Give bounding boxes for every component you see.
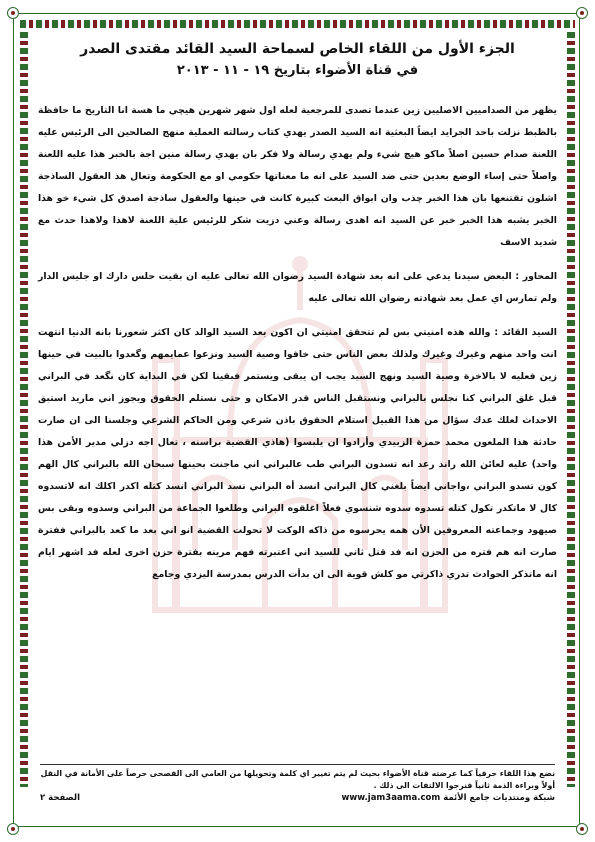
- title-line-1: الجزء الأول من اللقاء الخاص لسماحة السيد القائد مقتدى الصدر: [80, 41, 515, 57]
- corner-ornament-icon: [576, 7, 588, 19]
- paragraph-text: البعض سيدنا يدعي على انه بعد شهادة السيد رضوان الله تعالى عليه ان بقيت حلس دارك او جليس الدار ولم تمارس اي عمل بعد شهادته رضوان الله تعالى عليه: [38, 271, 557, 304]
- paragraph-text: يظهر من الصداميين الاصليين زين عندما تصدى للمرجعية لعله اول شهر شهرين هيچي ما هسة انا التاريخ ما حافظة بالظبط نزلت باحد الجرايد ايضاً البعثية انه السيد الصدر يهدي كتاب رسالته العملية منهج الصالحين الى الرئيس عليه اللعنة صدام حسين اصلاً ماكو هيچ شيء ولم يهدي رسالة ولا فكر بان يهدي رسالة منين اجة بالخبر هذا عليه اللعنة واصلاً حتى إساء الوضع بعدين حتى ضد السيد على انه ما معناتها حكومي او مع الحكومة وتعال هذ العقول الساذجة اشلون تقتنعها بان هذا الخبر چذب وان ابواق البعث كبيرة كانت في حينها والعقول ساذجة اصدق كل شيء خو هذا الخبر يشبه هذا الخبر خبر عن السيد انه اهدى رسالة وعني دزيت شكر للرئيس علية اللعنة لاهذا ولاهذا حدث مع شديد الاسف: [38, 105, 557, 248]
- footer-row: [40, 793, 555, 803]
- paragraph-text: والله هذه امنيتي بس لم تتحقق امنيتي ان اكون بعد السيد الوالد كان اكثر شعورنا بانه الدنيا انتهت انت واحد منهم وغيرك وغيرك ولذلك بعض الناس حتى خافوا وصية السيد ونزعوا عمايمهم وگعدوا بالبيت في حينها زين فعليه لا بالاخرة وصية السيد ونهج السيد يجب ان يبقى ويستمر فبقينا لكن في البداية كان نگعد في البراني قبل غلق البراني كنا نجلس بالبراني ونستقبل الناس قدر الامكان و حتى نستلم الحقوق ويجوز اني ماريد استبق الاحداث لعلك عدك سؤال من هذا القبيل استلام الحقوق باذن شرعي ومن الحاكم الشرعي وجلسنا الى ان صارت حادثة هذا الملعون محمد حمزة الزبيدي وأرادوا ان يلبسوا (هاذي القضية براسنه ، تعال اجه دزلي مدير الأمن هذا واحد) عليه لعائن الله راند رعد انه تسدون البراني طب عالبراني اني ماجنت بحينها سبحان الله بالبراني كال الهم كون تسدو البراني ،واجاني ايضاً بلغني كال البراني انسد أه البراني نسد البراني انسد كتله اكدر اكلك انه لاتسدوه كال لا ماتكدر تكول كتله تسدوه سدوه شنسوي فعلاً اغلقوه البراني وطلعوا الجماعة من البراني وسدوه وبقى بس صيهود وجماعته المعروفين الأن همه يحرسوه من ذاكه الوكت لا تحولت القضية انو اني بعد ما كعد بالبراني ففترة صارت انه هم فتره من الحزن انه فد قتل ثاني للسيد اني اعتبرته فهم مرينه بفترة حزن اخرى لعله فد اشهر ايام انه ماتذكر الحوادث تدري ذاكرتي مو كلش قوية الى ان بدأت الدرس بمدرسة اليزدي وجامع: [38, 327, 557, 580]
- footer-site[interactable]: شبكة ومنتديات جامع الأئمة www.jam3aama.com: [341, 793, 555, 803]
- paragraph-2: [38, 266, 557, 310]
- footer-divider: [40, 764, 555, 765]
- corner-ornament-icon: [7, 7, 19, 19]
- page-title: [30, 38, 565, 82]
- footer-note: نضع هذا اللقاء حرفياً كما عرضته قناة الأضواء بحيث لم يتم تغيير اي كلمة وتحويلها من العامي الى الفصحى حرصاً على الأمانة في النقل أولاً وبراءة الذمة ثانياً فنرجوا الالتفات الى ذلك .: [40, 769, 555, 790]
- title-line-2: في قناة الأضواء بتاريخ ١٩ - ١١ - ٢٠١٣: [176, 63, 419, 78]
- top-ornament-band: [20, 20, 575, 28]
- left-ornament-band: [20, 32, 28, 787]
- paragraph-3: [38, 322, 557, 586]
- page-number: الصفحة ٢: [40, 793, 81, 803]
- corner-ornament-icon: [576, 823, 588, 835]
- speaker-label: المحاور :: [515, 271, 558, 282]
- speaker-label: السيد القائد :: [494, 327, 557, 338]
- right-ornament-band: [567, 32, 575, 787]
- interview-body: [38, 100, 557, 586]
- paragraph-1: [38, 100, 557, 254]
- corner-ornament-icon: [7, 823, 19, 835]
